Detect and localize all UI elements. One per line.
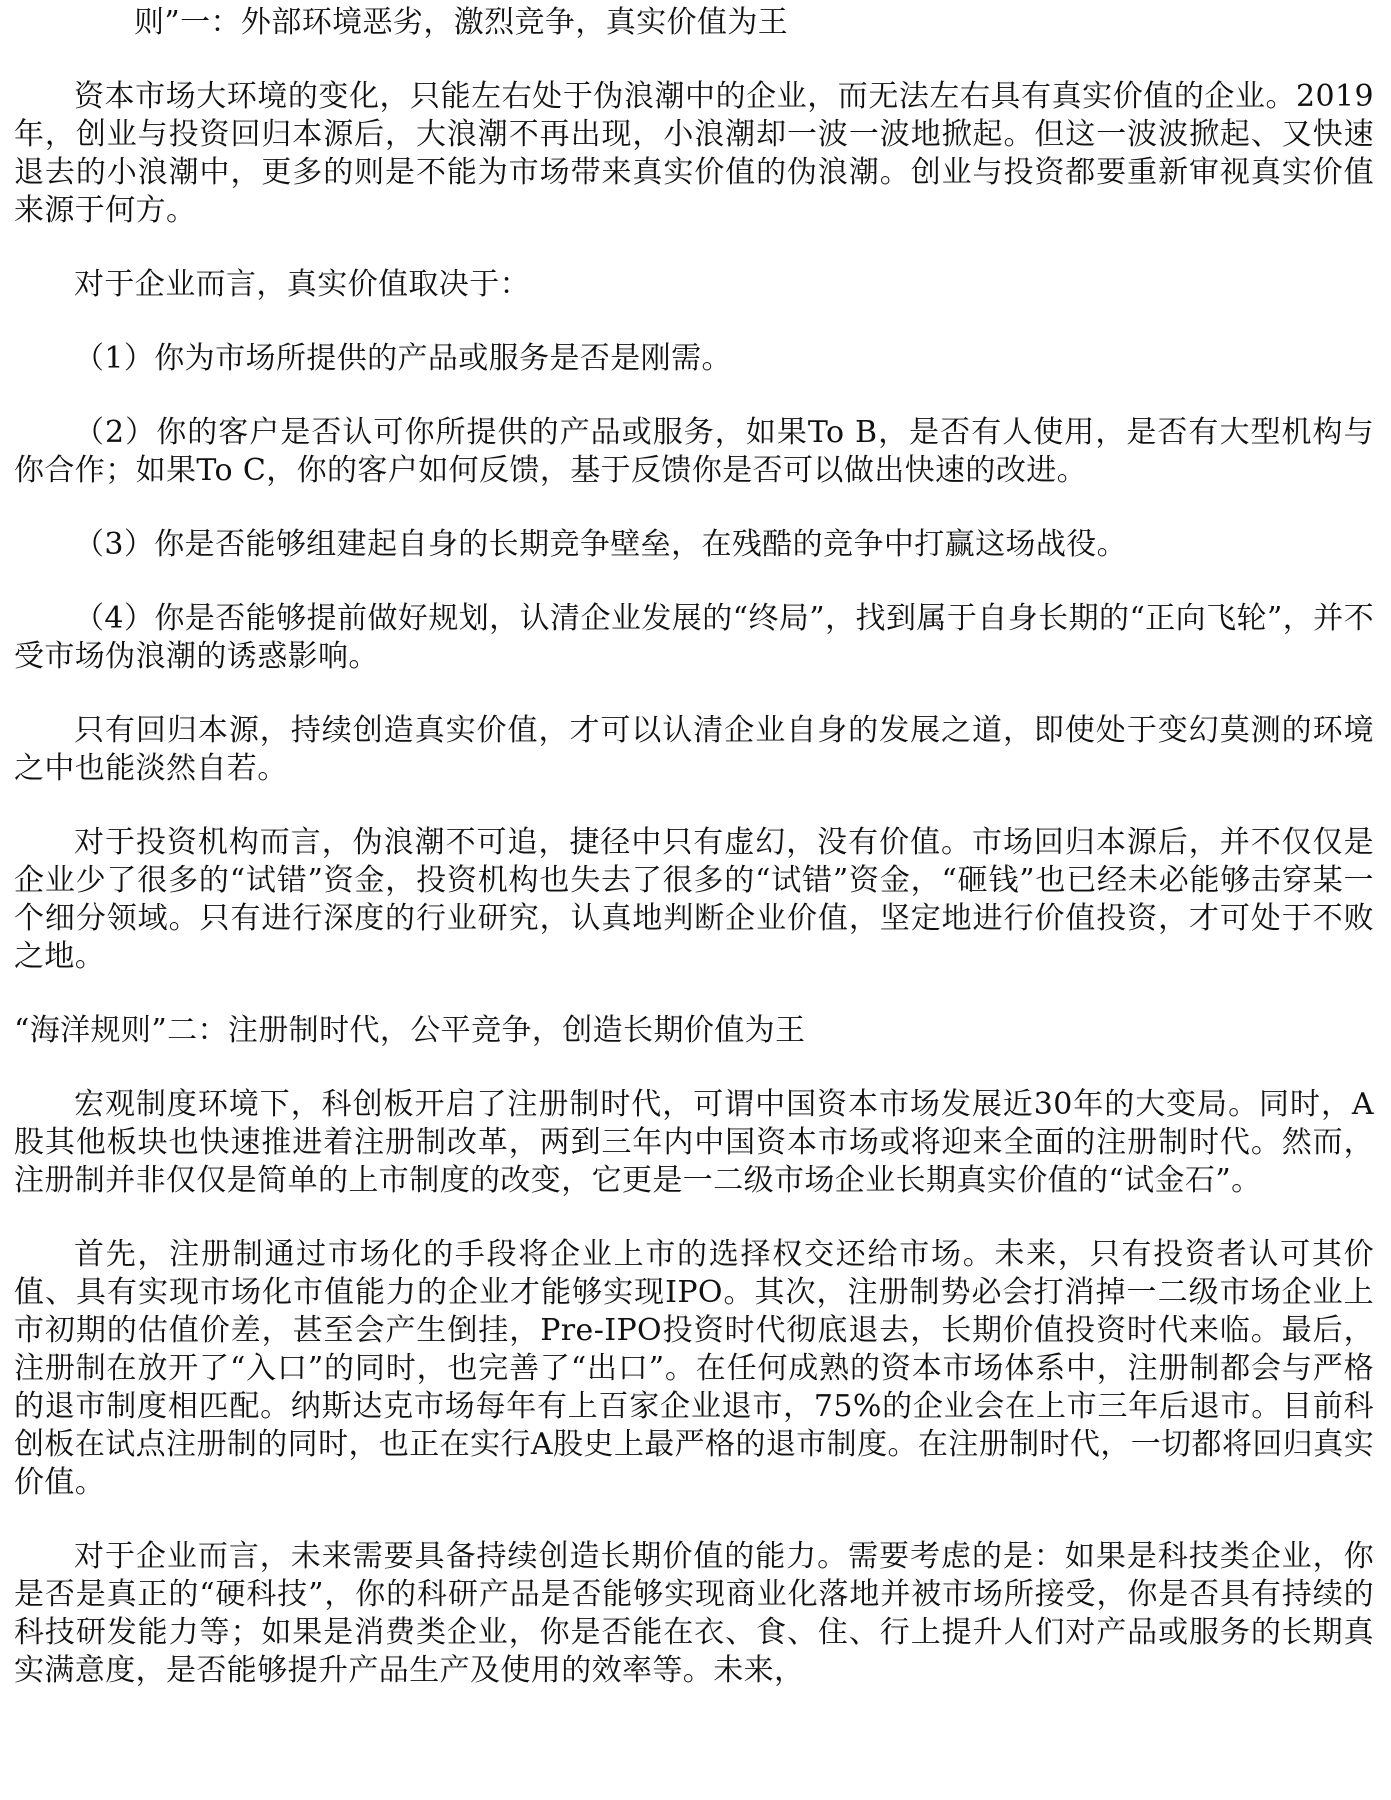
paragraph: 首先，注册制通过市场化的手段将企业上市的选择权交还给市场。未来，只有投资者认可其价值、具有实现市场化市值能力的企业才能够实现IPO。其次，注册制势必会打消掉一二级市场企业上市初期的估值价差，甚至会产生倒挂，Pre-IPO投资时代彻底退去，长期价值投资时代来临。最后，注册制在放开了“入口”的同时，也完善了“出口”。在任何成熟的资本市场体系中，注册制都会与严格的退市制度相匹配。纳斯达克市场每年有上百家企业退市，75%的企业会在上市三年后退市。目前科创板在试点注册制的同时，也正在实行A股史上最严格的退市制度。在注册制时代，一切都将回归真实价值。 (14, 1237, 1374, 1500)
paragraph: 对于投资机构而言，伪浪潮不可追，捷径中只有虚幻，没有价值。市场回归本源后，并不仅仅是企业少了很多的“试错”资金，投资机构也失去了很多的“试错”资金，“砸钱”也已经未必能够击穿某一个细分领域。只有进行深度的行业研究，认真地判断企业价值，坚定地进行价值投资，才可处于不败之地。 (14, 825, 1374, 974)
paragraph: 对于企业而言，真实价值取决于： (74, 267, 530, 302)
section-heading-2: “海洋规则”二：注册制时代，公平竞争，创造长期价值为王 (14, 1013, 806, 1048)
paragraph: 宏观制度环境下，科创板开启了注册制时代，可谓中国资本市场发展近30年的大变局。同时，A股其他板块也快速推进着注册制改革，两到三年内中国资本市场或将迎来全面的注册制时代。然而，注册制并非仅仅是简单的上市制度的改变，它更是一二级市场企业长期真实价值的“试金石”。 (14, 1087, 1374, 1198)
list-item: （3）你是否能够组建起自身的长期竞争壁垒，在残酷的竞争中打赢这场战役。 (74, 527, 1128, 562)
list-item: （4）你是否能够提前做好规划，认清企业发展的“终局”，找到属于自身长期的“正向飞轮”，并不受市场伪浪潮的诱惑影响。 (14, 601, 1374, 674)
list-item: （2）你的客户是否认可你所提供的产品或服务，如果To B，是否有人使用，是否有大型机构与你合作；如果To C，你的客户如何反馈，基于反馈你是否可以做出快速的改进。 (14, 415, 1374, 488)
paragraph: 只有回归本源，持续创造真实价值，才可以认清企业自身的发展之道，即使处于变幻莫测的环境之中也能淡然自若。 (14, 713, 1374, 786)
list-item: （1）你为市场所提供的产品或服务是否是刚需。 (74, 341, 732, 376)
paragraph: 对于企业而言，未来需要具备持续创造长期价值的能力。需要考虑的是：如果是科技类企业，你是否是真正的“硬科技”，你的科研产品是否能够实现商业化落地并被市场所接受，你是否具有持续的科技研发能力等；如果是消费类企业，你是否能在衣、食、住、行上提升人们对产品或服务的长期真实满意度，是否能够提升产品生产及使用的效率等。未来， (14, 1539, 1374, 1688)
section-heading-1: 则”一：外部环境恶劣，激烈竞争，真实价值为王 (134, 5, 789, 40)
document-page (14, 4, 1374, 1726)
paragraph: 资本市场大环境的变化，只能左右处于伪浪潮中的企业，而无法左右具有真实价值的企业。2019年，创业与投资回归本源后，大浪潮不再出现，小浪潮却一波一波地掀起。但这一波波掀起、又快速退去的小浪潮中，更多的则是不能为市场带来真实价值的伪浪潮。创业与投资都要重新审视真实价值来源于何方。 (14, 79, 1374, 228)
